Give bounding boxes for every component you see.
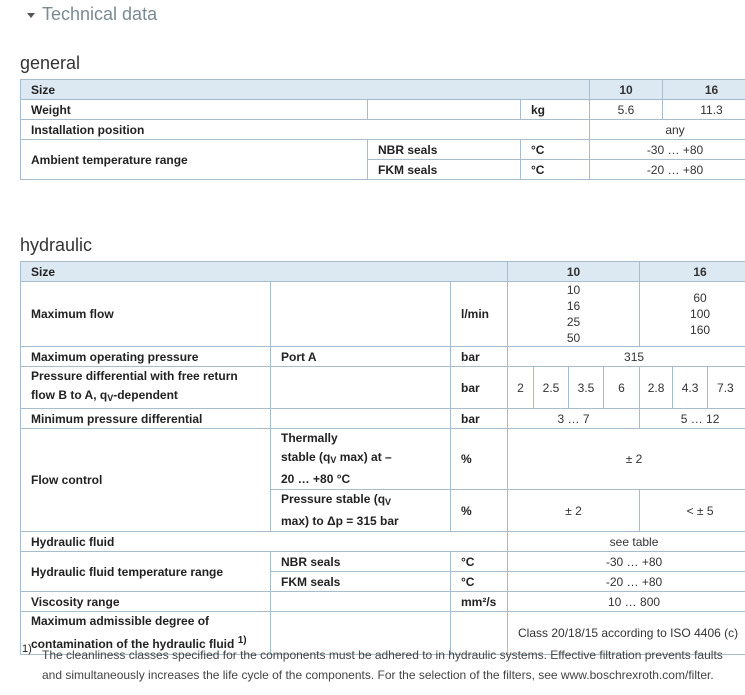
size-label: Size xyxy=(21,80,590,100)
nbr-label: NBR seals xyxy=(368,140,521,160)
technical-data-toggle[interactable] xyxy=(27,4,157,25)
max-flow-16: 60 100 160 xyxy=(640,282,745,347)
fkm-label: FKM seals xyxy=(368,160,521,180)
footnote-ref: 1) xyxy=(237,635,247,646)
table-row xyxy=(21,282,745,347)
installation-label: Installation position xyxy=(21,120,590,140)
pressure-stable-16: < ± 5 xyxy=(640,490,745,532)
port-label: Port A xyxy=(271,347,451,367)
pressure-diff-value: 2 xyxy=(508,367,534,409)
table-row xyxy=(21,409,745,429)
fkm-unit: °C xyxy=(451,572,508,592)
nbr-value: -30 … +80 xyxy=(590,140,745,160)
weight-16: 11.3 xyxy=(663,100,745,120)
pressure-stable-label: Pressure stable ($q_V$ max) to Δp = 315 bar xyxy=(271,490,451,532)
fkm-label: FKM seals xyxy=(271,572,451,592)
pressure-diff-value: 2.5 xyxy=(534,367,569,409)
flow-control-label: Flow control xyxy=(21,429,271,532)
footnote-text: The cleanliness classes specified for the components must be adhered to in hydraulic systems. Effective filtration prevents faults and simultaneously increases the life cycle of the components. For the selection of the filters, see www.boschrexroth.com/filter. xyxy=(42,648,723,682)
general-title: general xyxy=(20,53,81,73)
table-row xyxy=(21,80,745,100)
pressure-diff-value: 3.5 xyxy=(569,367,604,409)
table-row xyxy=(21,552,745,572)
contamination-label: Maximum admissible degree of contamination of the hydraulic fluid $^{1)}$ xyxy=(21,612,271,655)
table-row xyxy=(21,532,745,552)
weight-unit: kg xyxy=(521,100,590,120)
fluid-label: Hydraulic fluid xyxy=(21,532,508,552)
table-row xyxy=(21,140,745,160)
max-pressure-label: Maximum operating pressure xyxy=(21,347,271,367)
max-flow-10: 10 16 25 50 xyxy=(508,282,640,347)
table-row xyxy=(21,347,745,367)
ambient-label: Ambient temperature range xyxy=(21,140,368,180)
viscosity-unit: mm²/s xyxy=(451,592,508,612)
thermally-stable-value: ± 2 xyxy=(508,429,745,490)
min-pdiff-unit: bar xyxy=(451,409,508,429)
fluid-value: see table xyxy=(508,532,745,552)
nbr-unit: °C xyxy=(521,140,590,160)
nbr-unit: °C xyxy=(451,552,508,572)
installation-value: any xyxy=(590,120,745,140)
pressure-diff-value: 4.3 xyxy=(673,367,708,409)
contamination-value: Class 20/18/15 according to ISO 4406 (c) xyxy=(508,612,745,655)
max-pressure-unit: bar xyxy=(451,347,508,367)
min-pdiff-label: Minimum pressure differential xyxy=(21,409,271,429)
table-row xyxy=(21,367,745,409)
pressure-diff-value: 6 xyxy=(604,367,640,409)
size-16: 16 xyxy=(640,262,745,282)
size-10: 10 xyxy=(590,80,663,100)
weight-label: Weight xyxy=(21,100,368,120)
fluid-temp-label: Hydraulic fluid temperature range xyxy=(21,552,271,592)
table-row xyxy=(21,592,745,612)
min-pdiff-10: 3 … 7 xyxy=(508,409,640,429)
fkm-value: -20 … +80 xyxy=(590,160,745,180)
size-10: 10 xyxy=(508,262,640,282)
pressure-diff-value: 7.3 xyxy=(708,367,745,409)
weight-10: 5.6 xyxy=(590,100,663,120)
general-table xyxy=(20,79,745,180)
table-row xyxy=(21,120,745,140)
hydraulic-title: hydraulic xyxy=(20,235,93,255)
thermally-stable-unit: % xyxy=(451,429,508,490)
pressure-diff-value: 2.8 xyxy=(640,367,673,409)
nbr-label: NBR seals xyxy=(271,552,451,572)
pressure-stable-unit: % xyxy=(451,490,508,532)
section-heading: Technical data xyxy=(42,4,158,24)
table-row xyxy=(21,262,745,282)
viscosity-value: 10 … 800 xyxy=(508,592,745,612)
fkm-value: -20 … +80 xyxy=(508,572,745,592)
max-flow-label: Maximum flow xyxy=(21,282,271,347)
nbr-value: -30 … +80 xyxy=(508,552,745,572)
chevron-down-icon xyxy=(27,13,35,18)
table-row xyxy=(21,100,745,120)
fkm-unit: °C xyxy=(521,160,590,180)
pressure-stable-10: ± 2 xyxy=(508,490,640,532)
table-row xyxy=(21,429,745,490)
hydraulic-table xyxy=(20,261,745,655)
footnote-mark: 1) xyxy=(22,643,32,655)
viscosity-label: Viscosity range xyxy=(21,592,271,612)
min-pdiff-16: 5 … 12 xyxy=(640,409,745,429)
size-16: 16 xyxy=(663,80,745,100)
pressure-diff-unit: bar xyxy=(451,367,508,409)
max-pressure-value: 315 xyxy=(508,347,745,367)
pressure-diff-label: Pressure differential with free return flow B to A, $q_V$-dependent xyxy=(21,367,271,409)
size-label: Size xyxy=(21,262,508,282)
thermally-stable-label: Thermally stable ($q_V$ max) at – 20 … +80 °C xyxy=(271,429,451,490)
max-flow-unit: l/min xyxy=(451,282,508,347)
